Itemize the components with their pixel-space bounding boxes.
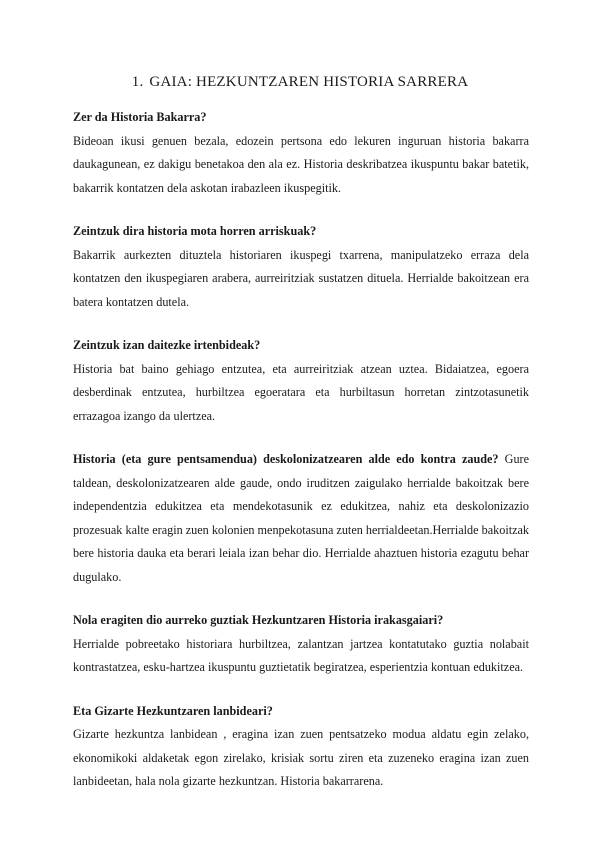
- section-question: Zer da Historia Bakarra?: [73, 110, 207, 124]
- section-answer: Herrialde pobreetako historiara hurbiltzea, zalantzan jartzea kontatutako guztia nolabait kontrastatzea, esku-hartzea ikuspuntu guztietatik begiratzea, esperientzia kontuan edukitzea.: [73, 636, 529, 674]
- section-question: Zeintzuk dira historia mota horren arriskuak?: [73, 224, 317, 238]
- section-irtenbideak: [73, 334, 529, 428]
- page-title: [0, 74, 600, 91]
- section-deskolonizatzea: [73, 448, 529, 589]
- section-answer: Historia bat baino gehiago entzutea, eta aurreiritziak atzean uztea. Bidaiatzea, egoera desberdinak entzutea, hurbiltzea egoeratara eta hurbiltasun horretan zintzotasunetik errazagoa izango da ulertzea.: [73, 361, 529, 423]
- section-gizarte-hezkuntza: [73, 700, 529, 794]
- section-question: Zeintzuk izan daitezke irtenbideak?: [73, 338, 261, 352]
- document-body: [73, 106, 529, 814]
- section-arriskuak: [73, 220, 529, 314]
- section-question: Nola eragiten dio aurreko guztiak Hezkuntzaren Historia irakasgaiari?: [73, 613, 444, 627]
- section-question: Eta Gizarte Hezkuntzaren lanbideari?: [73, 703, 273, 718]
- section-answer: Gizarte hezkuntza lanbidean , eragina izan zuen pentsatzeko modua aldatu egin zelako, ekonomikoki aldaketak egon zirelako, krisiak sortu ziren eta zuzeneko eragina izan zuen lanbideetan, hala nola gizarte hezkuntzan. Historia bakarrarena.: [73, 727, 529, 788]
- section-answer: Bideoan ikusi genuen bezala, edozein pertsona edo lekuren inguruan historia bakarra daukagunean, ez dakigu benetakoa den ala ez. Historia deskribatzea ikuspuntu bakar batetik, bakarrik kontatzen dela askotan irabazleen ikuspegitik.: [73, 133, 529, 195]
- title-number: 1.: [131, 74, 144, 90]
- section-answer: Bakarrik aurkezten dituztela historiaren ikuspegi txarrena, manipulatzeko erraza dela kontatzen den ikuspegiaren arabera, aurreiritziak sustatzen dituela. Herrialde bakoitzean era batera kontatzen dutela.: [73, 247, 529, 309]
- section-question: Historia (eta gure pentsamendua) deskolonizatzearen alde edo kontra zaude?: [73, 452, 499, 466]
- section-paragraph: [73, 448, 529, 589]
- section-hezkuntzaren-historia: [73, 609, 529, 680]
- section-answer: Gure taldean, deskolonizatzearen alde gaude, ondo iruditzen zaigulako herrialde bakoitzak bere independentzia edukitzea eta mendekotasunik ez edukitzea, nahiz eta deskolonizazio prozesuak kalte eragin zuen kolonien menpekotasuna zuten herrialdeetan.Herrialde bakoitzak bere historia dauka eta berari leiala izan behar dio. Herrialde ahaztuen historia ezagutu behar dugulako.: [73, 452, 530, 584]
- title-text: GAIA: HEZKUNTZAREN HISTORIA SARRERA: [149, 74, 469, 90]
- section-historia-bakarra: [73, 106, 529, 200]
